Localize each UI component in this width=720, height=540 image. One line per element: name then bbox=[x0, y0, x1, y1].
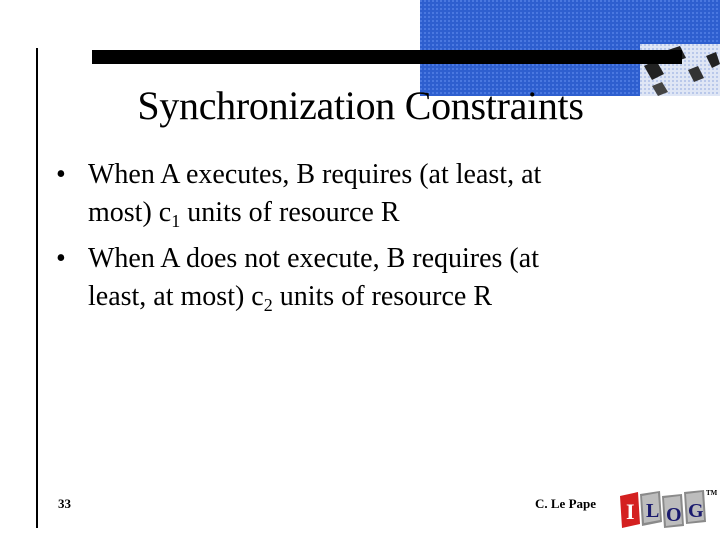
bullet-line: When A executes, B requires (at least, at bbox=[88, 159, 542, 190]
bullet-item bbox=[56, 156, 656, 232]
bullet-line: When A does not execute, B requires (at bbox=[88, 243, 539, 274]
bullet-text: units of resource R bbox=[272, 281, 493, 312]
bullet-marker: • bbox=[56, 243, 66, 274]
subscript: 1 bbox=[171, 211, 181, 231]
bullet-marker: • bbox=[56, 159, 66, 190]
bullet-line bbox=[88, 194, 656, 232]
bullet-text: least, at most) c bbox=[88, 281, 264, 312]
title-bar-rule bbox=[92, 50, 682, 64]
logo-letter: L bbox=[646, 500, 660, 522]
ilog-logo bbox=[618, 486, 718, 530]
bullet-item bbox=[56, 240, 656, 316]
slide-number: 33 bbox=[58, 496, 71, 511]
author-name: C. Le Pape bbox=[535, 496, 597, 511]
bullet-line bbox=[88, 278, 656, 316]
bullet-text: most) c bbox=[88, 197, 172, 228]
logo-letter: I bbox=[626, 499, 635, 524]
bullet-list bbox=[56, 156, 656, 324]
subscript: 2 bbox=[263, 295, 273, 315]
logo-letter: G bbox=[688, 500, 704, 522]
bullet-text: units of resource R bbox=[180, 197, 400, 228]
logo-letter: O bbox=[666, 504, 682, 526]
slide-title bbox=[0, 80, 720, 132]
slide-title-text: Synchronization Constraints bbox=[137, 83, 584, 128]
trademark-mark: TM bbox=[706, 489, 718, 497]
